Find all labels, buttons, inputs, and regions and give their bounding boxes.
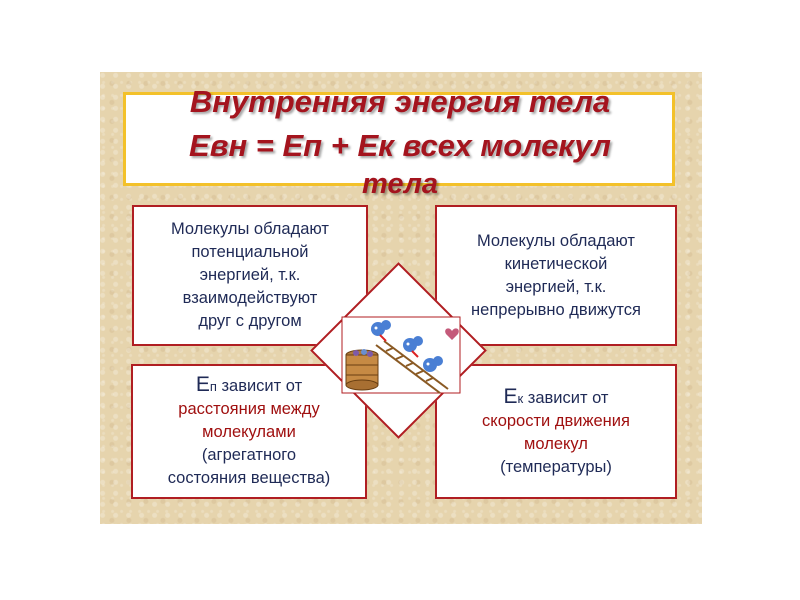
br-line-4: (температуры) (500, 457, 612, 476)
br-line-3: молекул (524, 434, 588, 453)
tl-line-1: Молекулы обладают (171, 220, 329, 238)
br-line-2: скорости движения (482, 411, 630, 430)
bl-line-5: состояния вещества) (167, 469, 331, 487)
br-energy-symbol: E (503, 384, 518, 408)
tr-line-4: непрерывно движутся (471, 300, 641, 319)
bl-energy-symbol: E (195, 373, 210, 396)
potential-energy-box (132, 205, 368, 346)
tl-line-5: друг с другом (198, 312, 302, 330)
br-line-1 (482, 385, 630, 410)
kinetic-dependence-box (435, 364, 677, 499)
tl-line-4: взаимодействуют (182, 289, 318, 307)
title-line-1: Внутренняя энергия тела (189, 84, 611, 119)
title-formula: Eвн = Eп + Eк всех молекул (189, 128, 611, 163)
bl-line-2: расстояния между (178, 400, 320, 418)
kinetic-energy-box (435, 205, 677, 346)
bl-line-4: (агрегатного (201, 446, 297, 464)
potential-dependence-box (131, 364, 367, 499)
br-energy-subscript: к (517, 390, 524, 406)
bl-line-1 (168, 373, 331, 398)
tl-line-3: энергией, т.к. (199, 266, 301, 284)
molecules-on-ladder-illustration (340, 315, 464, 395)
tl-line-2: потенциальной (191, 243, 309, 261)
barrel-illustration (346, 349, 378, 390)
tr-line-2: кинетической (504, 254, 608, 273)
br-line-1-rest: зависит от (523, 388, 609, 407)
bl-line-3: молекулами (202, 423, 296, 441)
title-line-3: тела (361, 168, 439, 200)
bl-energy-subscript: п (209, 379, 217, 394)
tr-line-3: энергией, т.к. (505, 277, 607, 296)
bl-line-1-rest: зависит от (216, 377, 303, 395)
tr-line-1: Молекулы обладают (477, 231, 635, 250)
